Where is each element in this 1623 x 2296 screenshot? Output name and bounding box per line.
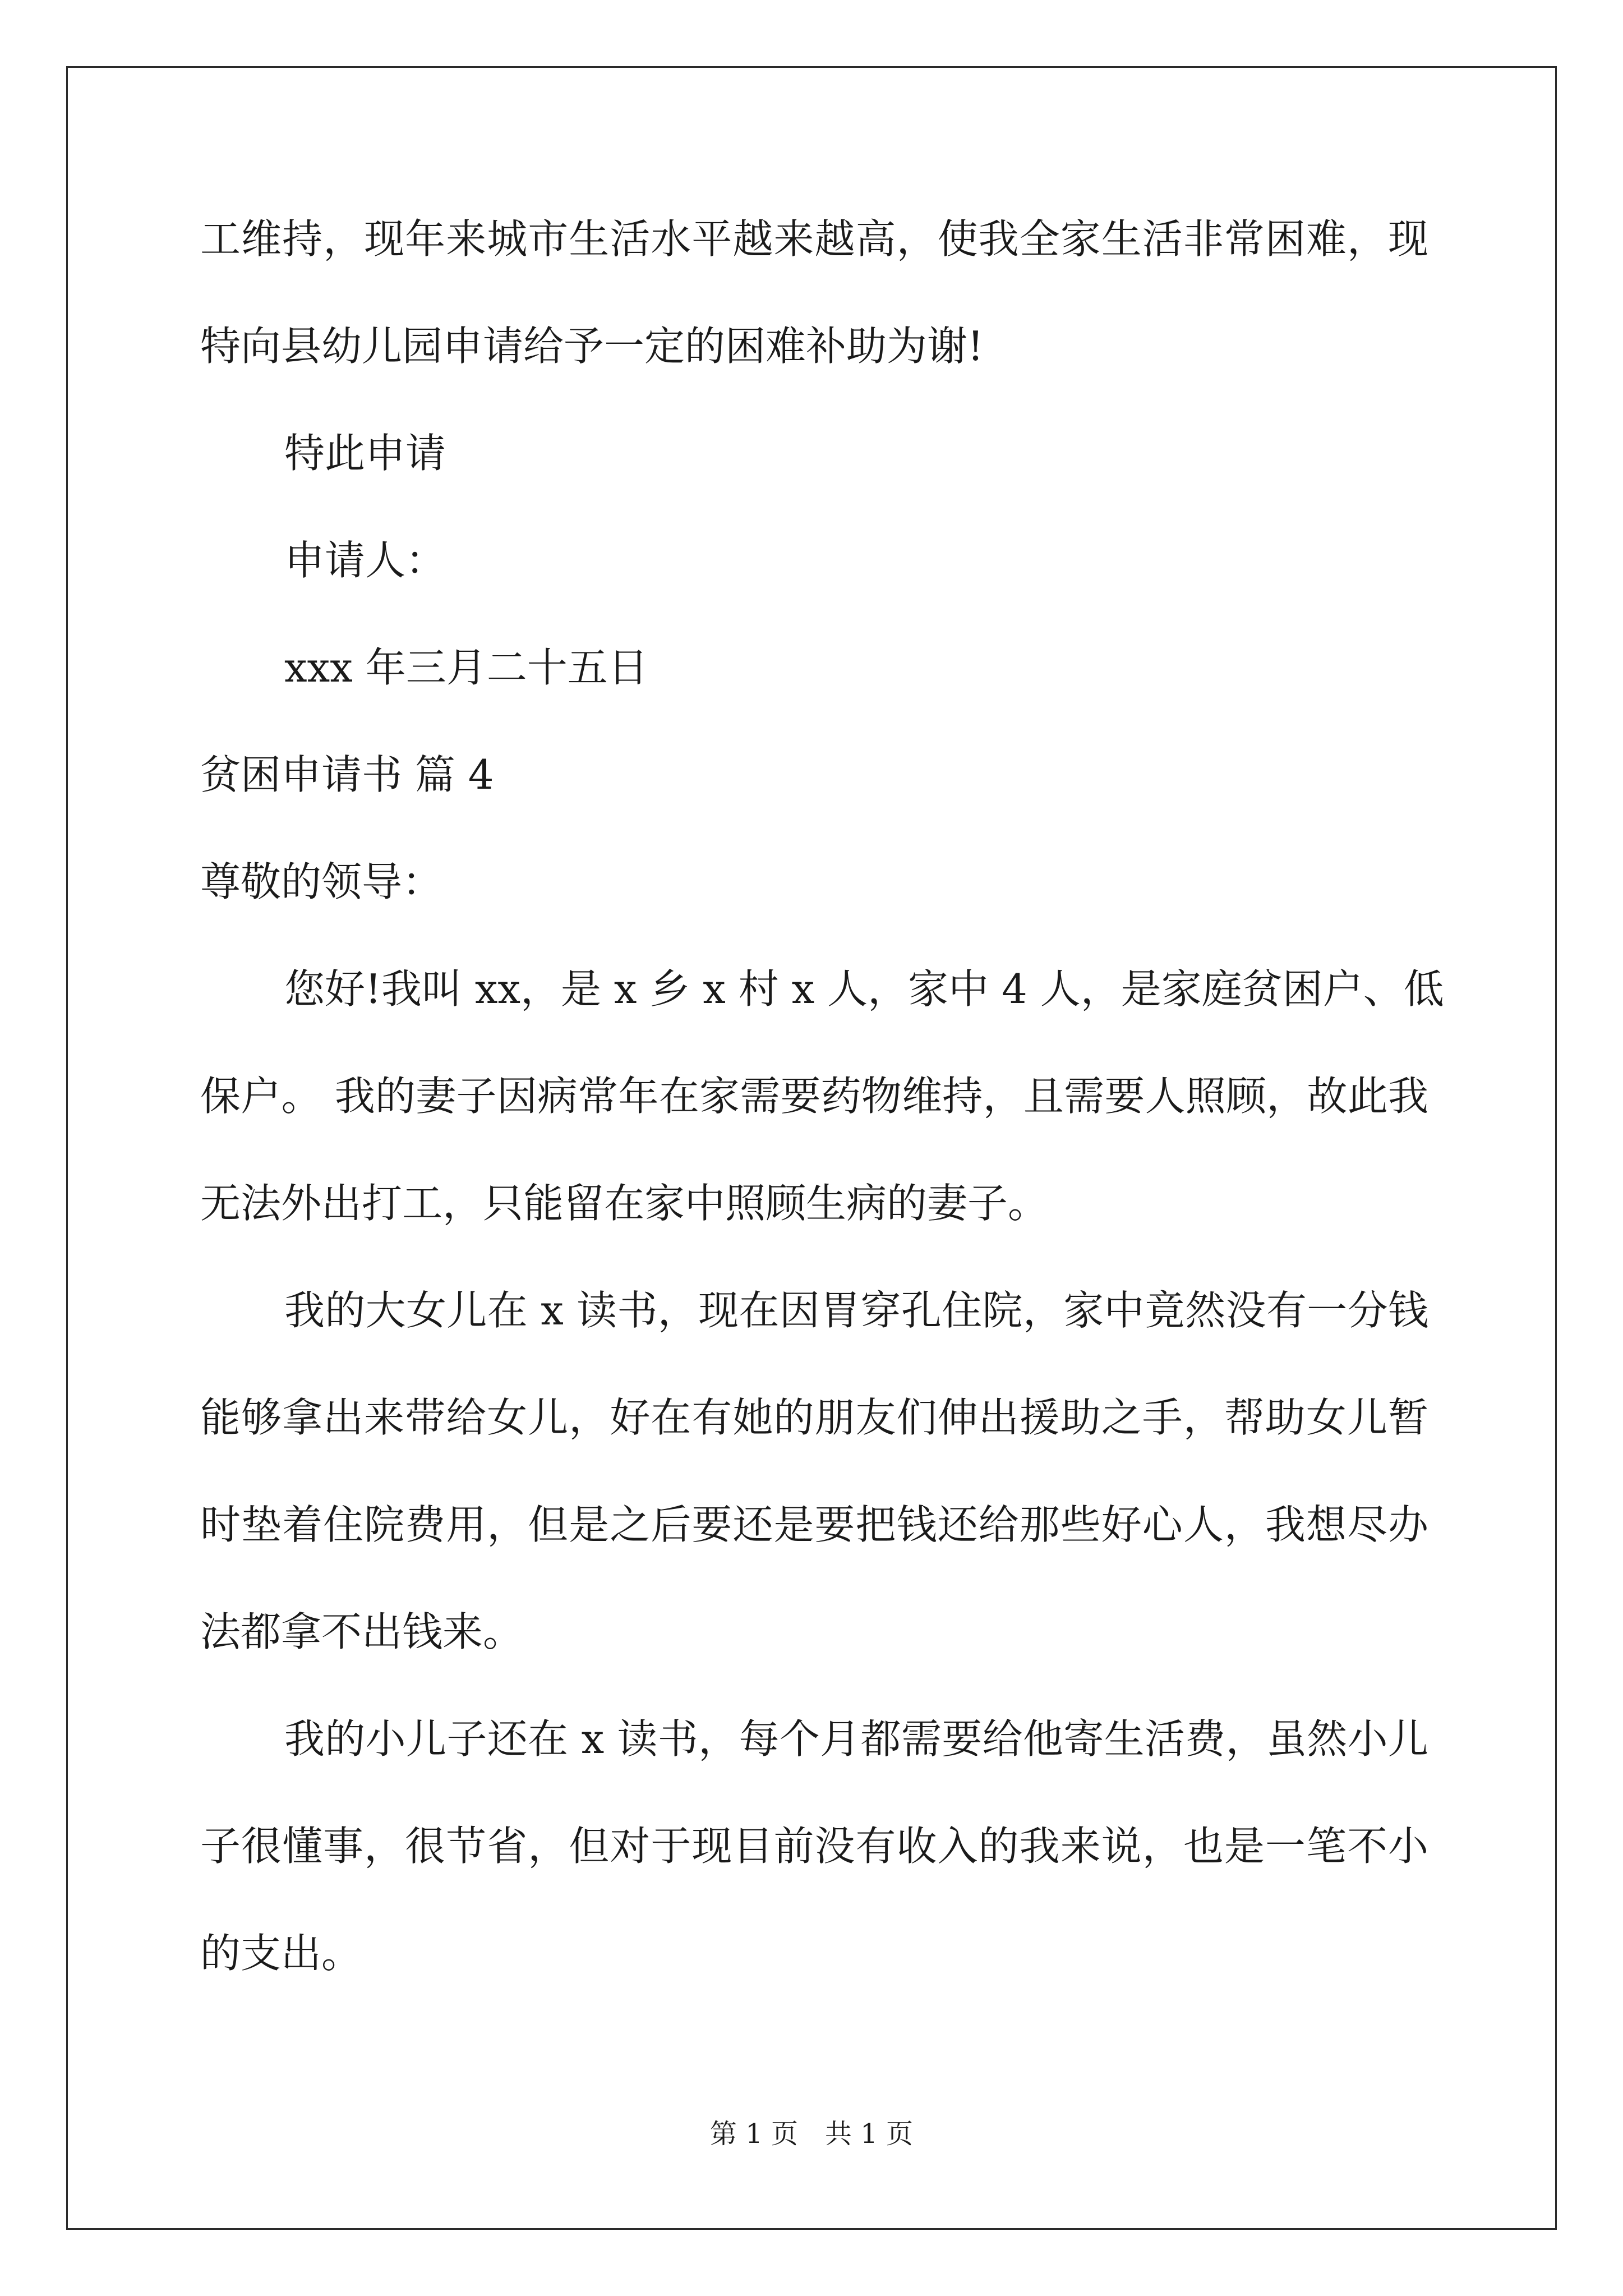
salutation: 尊敬的领导： bbox=[200, 858, 443, 905]
paragraph-line: 子很懂事，很节省，但对于现目前没有收入的我来说，也是一笔不小 bbox=[200, 1823, 1428, 1870]
paragraph-line: 我的大女儿在 x 读书，现在因胃穿孔住院，家中竟然没有一分钱 bbox=[284, 1287, 1428, 1334]
section-heading: 贫困申请书 篇 4 bbox=[200, 751, 494, 798]
document-body bbox=[200, 215, 1444, 2040]
page-footer: 第 1 页 共 1 页 bbox=[709, 2118, 914, 2150]
paragraph-line: 无法外出打工，只能留在家中照顾生病的妻子。 bbox=[200, 1180, 1049, 1227]
date-line: xxx 年三月二十五日 bbox=[284, 644, 648, 691]
applicant-line: 申请人： bbox=[284, 537, 446, 584]
paragraph-line: 工维持，现年来城市生活水平越来越高，使我全家生活非常困难，现 bbox=[200, 215, 1428, 263]
paragraph-line: 您好!我叫 xx，是 x 乡 x 村 x 人，家中 4 人，是家庭贫困户、低 bbox=[284, 965, 1444, 1013]
paragraph-line: 我的小儿子还在 x 读书，每个月都需要给他寄生活费，虽然小儿 bbox=[284, 1715, 1428, 1763]
paragraph-line: 法都拿不出钱来。 bbox=[200, 1608, 524, 1655]
paragraph-line: 的支出。 bbox=[200, 1930, 362, 1977]
paragraph-line: 特向县幼儿园申请给予一定的困难补助为谢! bbox=[200, 323, 984, 370]
paragraph-line: 保户。 我的妻子因病常年在家需要药物维持，且需要人照顾，故此我 bbox=[200, 1073, 1428, 1120]
paragraph-line: 时垫着住院费用，但是之后要还是要把钱还给那些好心人，我想尽办 bbox=[200, 1501, 1428, 1548]
paragraph-line: 能够拿出来带给女儿，好在有她的朋友们伸出援助之手，帮助女儿暂 bbox=[200, 1394, 1428, 1441]
closing-line: 特此申请 bbox=[284, 430, 446, 477]
